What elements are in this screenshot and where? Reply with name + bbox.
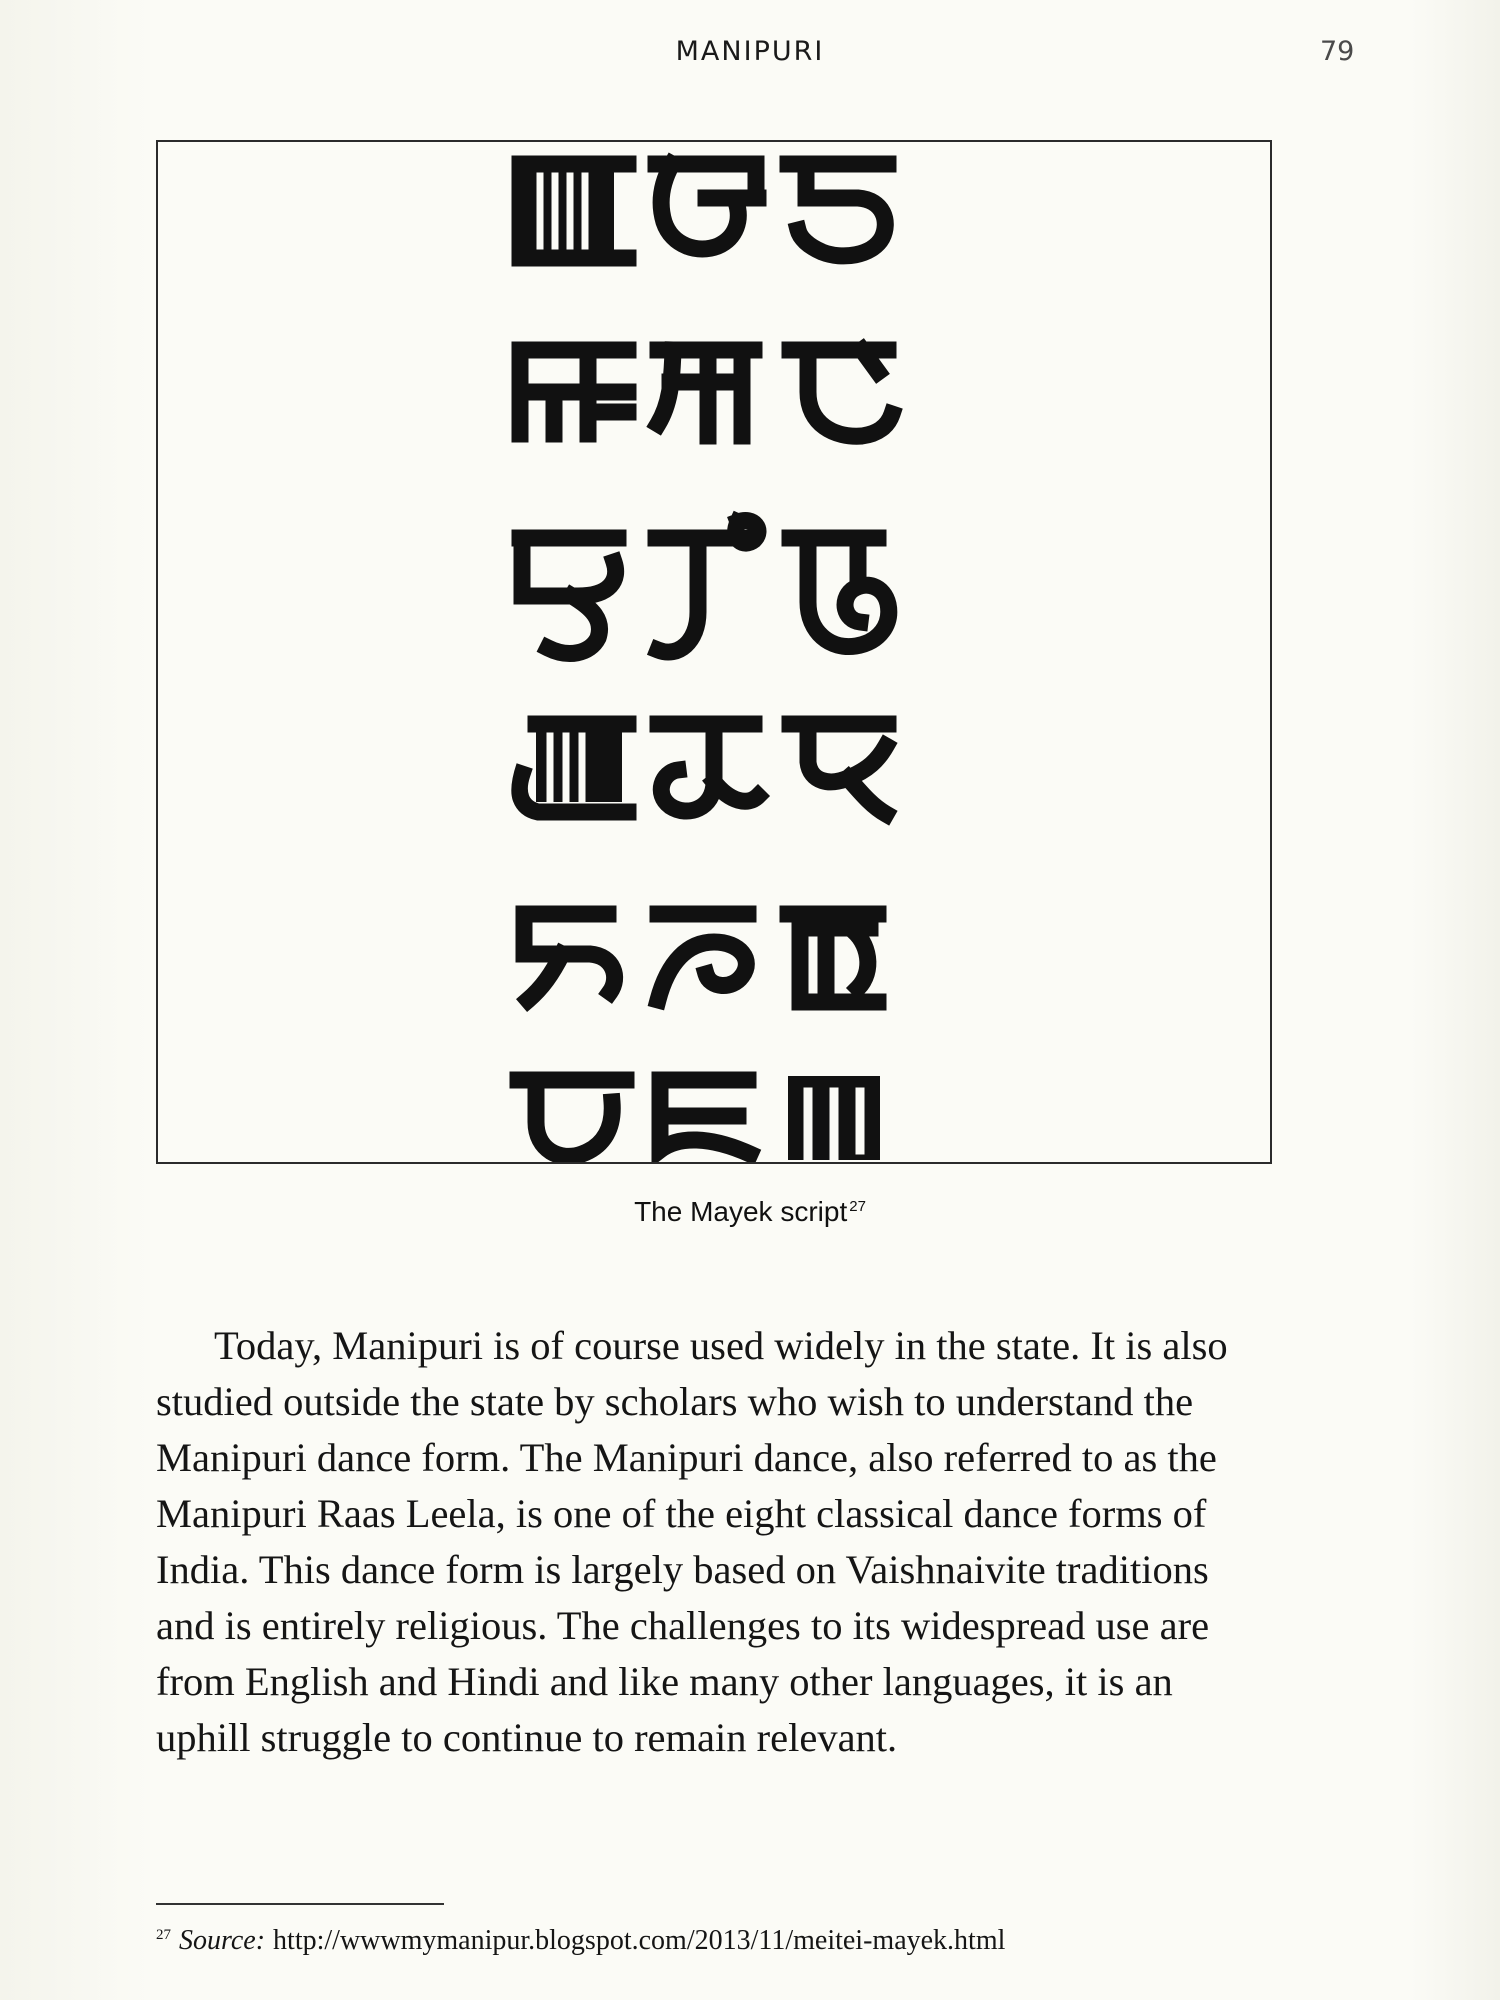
- mayek-glyph-huk: [658, 914, 748, 1000]
- mayek-script-figure: [156, 140, 1272, 1164]
- mayek-glyph-chil: [520, 538, 618, 653]
- mayek-glyph-ee: [518, 1080, 626, 1156]
- footnote-url: http://wwwmymanipur.blogspot.com/2013/11/meitei-mayek.html: [273, 1925, 1006, 1956]
- mayek-glyph-grid: [158, 142, 1270, 1162]
- mayek-glyph-sam: [656, 164, 758, 249]
- mayek-glyph-khou: [790, 538, 889, 647]
- body-paragraph: Today, Manipuri is of course used widely in the state. It is also studied outside the state by scholars who wish to understand the Manipuri dance form. The Manipuri dance, also referred to as the Manipuri Raas Leela, is one of the eight classical dance forms of India. This dance form is largely based on Vaishnaivite traditions and is entirely religious. The challenges to its widespread use are from English and Hindi and like many other languages, it is an uphill struggle to continue to remain relevant.: [156, 1323, 1228, 1760]
- footnote-source-label: Source:: [179, 1925, 266, 1956]
- page-shadow-right: [1410, 0, 1500, 2000]
- running-head: [0, 32, 1500, 82]
- mayek-glyph-atiya: [788, 1076, 880, 1160]
- section-title: MANIPURI: [675, 36, 825, 67]
- page-number: 79: [1320, 36, 1355, 67]
- footnote-number: 27: [156, 1926, 171, 1943]
- mayek-glyph-til: [656, 521, 758, 652]
- mayek-glyph-lai: [788, 164, 888, 256]
- mayek-glyph-kok: [520, 164, 628, 258]
- mayek-glyph-ngou: [519, 724, 628, 812]
- mayek-glyph-wai: [790, 724, 888, 814]
- mayek-glyph-mit: [520, 350, 628, 434]
- figure-caption-text: The Mayek script: [634, 1196, 848, 1227]
- page-shadow-left: [0, 0, 150, 2000]
- mayek-glyph-un: [788, 914, 878, 1002]
- mayek-glyph-thou: [658, 724, 758, 811]
- mayek-glyph-pham: [660, 1080, 750, 1154]
- footnote: [156, 1925, 1296, 1957]
- footnote-reference: 27: [849, 1197, 866, 1215]
- footnote-divider: [156, 1903, 444, 1905]
- mayek-glyph-pa: [658, 350, 754, 436]
- mayek-glyph-na: [790, 350, 892, 436]
- figure-caption: [0, 1196, 1500, 1228]
- mayek-glyph-yang: [524, 914, 615, 1000]
